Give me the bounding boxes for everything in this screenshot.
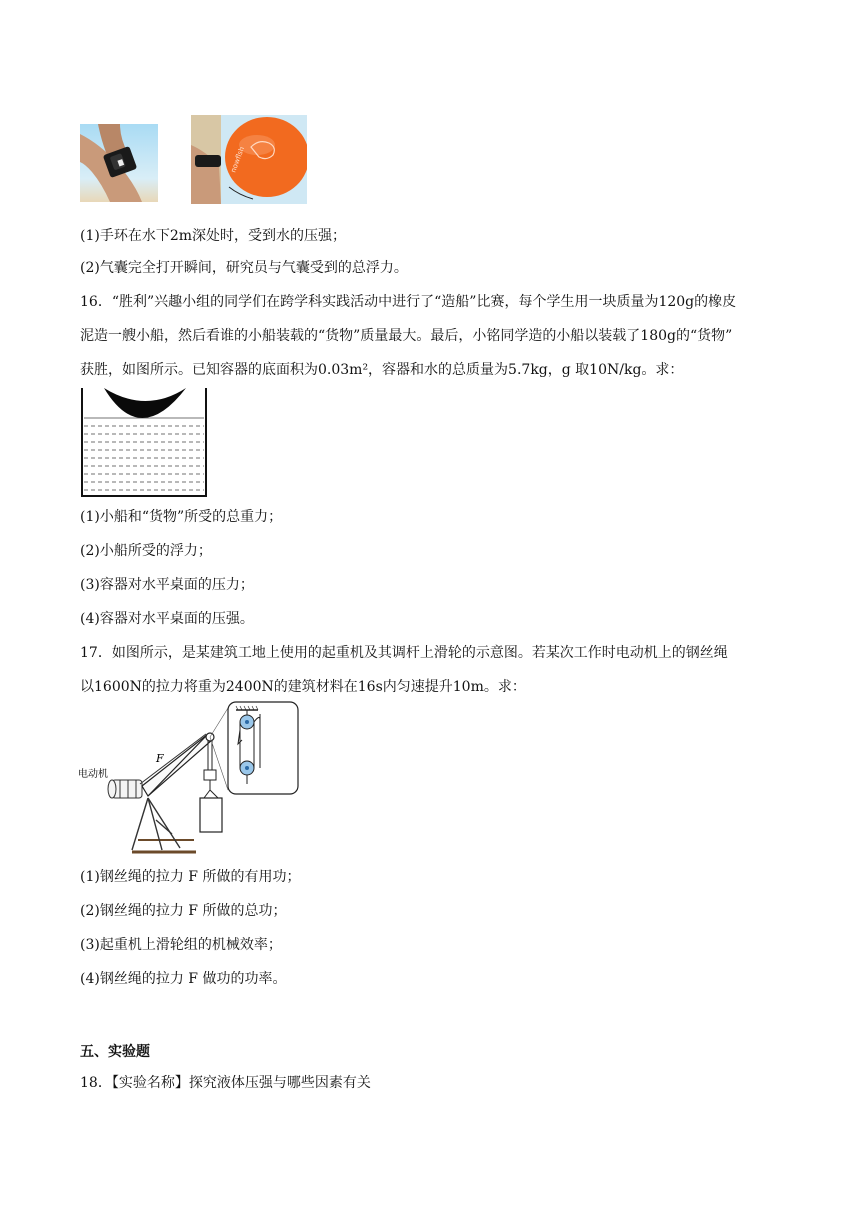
- q15-sub1: (1)手环在水下2m深处时，受到水的压强；: [80, 228, 347, 244]
- container-boat-diagram: [80, 388, 208, 498]
- load-block: [200, 798, 222, 832]
- water-lines: [84, 418, 204, 490]
- q16-sub2: (2)小船所受的浮力；: [80, 543, 212, 559]
- balloon-photo-svg: [191, 115, 307, 204]
- force-label: F: [156, 752, 164, 765]
- motor-drum: [108, 780, 142, 798]
- q18-title: 18．【实验名称】探究液体压强与哪些因素有关: [80, 1075, 371, 1091]
- q16-sub1: (1)小船和“货物”所受的总重力；: [80, 509, 283, 525]
- q16-sub4: (4)容器对水平桌面的压强。: [80, 611, 254, 627]
- q16-text-line1: 16．“胜利”兴趣小组的同学们在跨学科实践活动中进行了“造船”比赛，每个学生用一块质量为120g的橡皮: [80, 294, 737, 310]
- crane-diagram-svg: [76, 700, 306, 860]
- photo-balloon: [191, 115, 307, 204]
- motor-label: 电动机: [78, 769, 108, 780]
- svg-text:nowflsh: nowflsh: [229, 145, 247, 174]
- q17-sub3: (3)起重机上滑轮组的机械效率；: [80, 937, 282, 953]
- q15-sub2: (2)气囊完全打开瞬间，研究员与气囊受到的总浮力。: [80, 260, 408, 276]
- q17-text-line1: 17．如图所示，是某建筑工地上使用的起重机及其调杆上滑轮的示意图。若某次工作时电动机上的钢丝绳: [80, 645, 728, 661]
- q17-sub2: (2)钢丝绳的拉力 F 所做的总功；: [80, 903, 287, 919]
- crane-diagram: [76, 700, 306, 860]
- section-heading: 五、实验题: [80, 1044, 150, 1060]
- wristband-photo-svg: [80, 124, 158, 202]
- q17-sub1: (1)钢丝绳的拉力 F 所做的有用功；: [80, 869, 301, 885]
- q17-text-line2: 以1600N的拉力将重为2400N的建筑材料在16s内匀速提升10m。求：: [80, 679, 526, 695]
- photo-wristband: [80, 124, 158, 202]
- container-diagram-svg: [80, 388, 208, 498]
- pulley-inset: [228, 702, 298, 794]
- q16-text-line2: 泥造一艘小船，然后看谁的小船装载的“货物”质量最大。最后，小铭同学造的小船以装载了180g的“货物”: [80, 328, 733, 344]
- q17-sub4: (4)钢丝绳的拉力 F 做功的功率。: [80, 971, 287, 987]
- q16-text-line3: 获胜，如图所示。已知容器的底面积为0.03m²，容器和水的总质量为5.7kg，g 取10N/kg。求：: [80, 362, 684, 378]
- crane-base: [132, 840, 196, 852]
- q16-sub3: (3)容器对水平桌面的压力；: [80, 577, 254, 593]
- boat-shape: [104, 388, 186, 418]
